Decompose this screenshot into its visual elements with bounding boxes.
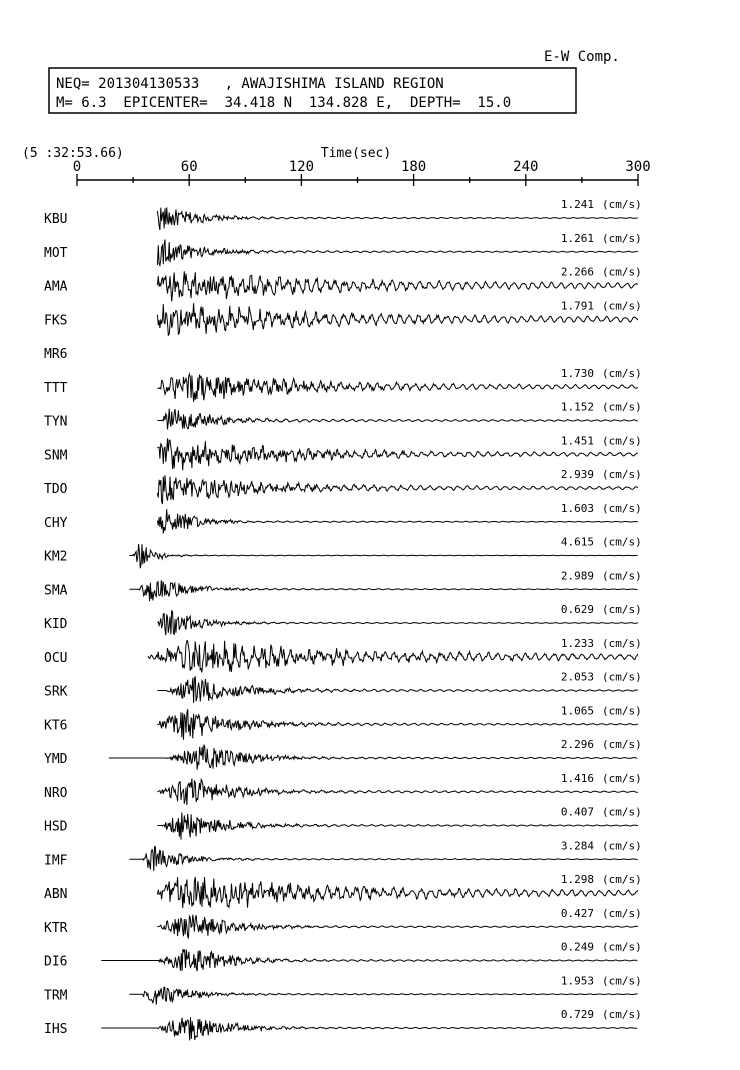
seismogram-trace xyxy=(129,580,637,601)
amplitude-unit-label: (cm/s) xyxy=(602,569,642,583)
trace-group xyxy=(44,198,642,1040)
seismogram-trace xyxy=(101,1017,637,1040)
station-label: YMD xyxy=(44,752,68,767)
amplitude-unit-label: (cm/s) xyxy=(602,468,642,481)
amplitude-unit-label: (cm/s) xyxy=(602,738,642,751)
max-amplitude-label: 1.953 xyxy=(560,974,594,988)
x-tick-label: 240 xyxy=(513,159,539,175)
time-axis xyxy=(73,159,651,186)
station-label: ABN xyxy=(44,887,68,902)
max-amplitude-label: 1.065 xyxy=(560,704,594,718)
max-amplitude-label: 1.241 xyxy=(560,198,594,211)
max-amplitude-label: 2.266 xyxy=(560,265,594,279)
max-amplitude-label: 0.729 xyxy=(560,1008,594,1021)
max-amplitude-label: 2.296 xyxy=(560,738,594,751)
amplitude-unit-label: (cm/s) xyxy=(602,839,642,853)
amplitude-unit-label: (cm/s) xyxy=(602,231,642,245)
station-label: IHS xyxy=(44,1022,68,1037)
station-label: IMF xyxy=(44,853,68,869)
amplitude-unit-label: (cm/s) xyxy=(602,906,642,920)
max-amplitude-label: 1.261 xyxy=(560,231,594,245)
station-label: TTT xyxy=(44,380,68,396)
station-label: TRM xyxy=(44,988,68,1004)
amplitude-unit-label: (cm/s) xyxy=(602,603,642,616)
amplitude-unit-label: (cm/s) xyxy=(602,299,642,313)
amplitude-unit-label: (cm/s) xyxy=(602,1008,642,1021)
station-label: KID xyxy=(44,617,68,632)
max-amplitude-label: 1.603 xyxy=(560,501,594,515)
amplitude-unit-label: (cm/s) xyxy=(602,366,642,380)
component-label: E-W Comp. xyxy=(544,49,620,65)
station-label: TYN xyxy=(44,414,68,430)
station-label: CHY xyxy=(44,515,68,531)
station-label: DI6 xyxy=(44,954,68,970)
x-tick-label: 300 xyxy=(625,159,651,175)
station-label: MR6 xyxy=(44,347,68,362)
x-tick-label: 180 xyxy=(400,159,427,175)
x-tick-label: 120 xyxy=(288,159,315,175)
station-label: SMA xyxy=(44,583,68,599)
x-tick-label: 0 xyxy=(72,159,82,175)
station-label: SNM xyxy=(44,448,68,464)
max-amplitude-label: 1.152 xyxy=(560,400,594,414)
amplitude-unit-label: (cm/s) xyxy=(602,873,642,886)
max-amplitude-label: 0.629 xyxy=(560,603,594,616)
station-label: AMA xyxy=(44,279,68,295)
max-amplitude-label: 1.791 xyxy=(560,299,594,313)
station-label: FKS xyxy=(44,313,68,329)
amplitude-unit-label: (cm/s) xyxy=(602,501,642,515)
max-amplitude-label: 1.298 xyxy=(560,873,594,886)
station-label: TDO xyxy=(44,482,68,497)
station-label: KM2 xyxy=(44,549,68,565)
amplitude-unit-label: (cm/s) xyxy=(602,940,642,954)
amplitude-unit-label: (cm/s) xyxy=(602,434,642,448)
max-amplitude-label: 3.284 xyxy=(560,839,594,853)
amplitude-unit-label: (cm/s) xyxy=(602,265,642,279)
max-amplitude-label: 0.407 xyxy=(560,805,594,819)
seismogram-trace xyxy=(109,745,638,770)
x-axis-title: Time(sec) xyxy=(320,146,392,161)
max-amplitude-label: 1.451 xyxy=(560,434,594,448)
max-amplitude-label: 0.249 xyxy=(560,940,594,954)
max-amplitude-label: 1.730 xyxy=(560,366,594,380)
start-time-label: (5 :32:53.66) xyxy=(22,146,124,161)
station-label: OCU xyxy=(44,650,68,666)
max-amplitude-label: 1.416 xyxy=(560,771,594,785)
station-label: KTR xyxy=(44,920,68,936)
amplitude-unit-label: (cm/s) xyxy=(602,535,642,549)
max-amplitude-label: 2.989 xyxy=(560,569,594,583)
station-label: HSD xyxy=(44,819,68,835)
amplitude-unit-label: (cm/s) xyxy=(602,771,642,785)
station-label: MOT xyxy=(44,245,68,261)
max-amplitude-label: 2.939 xyxy=(560,468,594,481)
station-label: KT6 xyxy=(44,718,68,734)
amplitude-unit-label: (cm/s) xyxy=(602,974,642,988)
max-amplitude-label: 4.615 xyxy=(560,535,594,549)
event-header-line1: NEQ= 201304130533 , AWAJISHIMA ISLAND REGION xyxy=(56,76,444,92)
amplitude-unit-label: (cm/s) xyxy=(602,198,642,211)
max-amplitude-label: 2.053 xyxy=(560,670,594,684)
seismogram-trace xyxy=(101,949,637,971)
amplitude-unit-label: (cm/s) xyxy=(602,400,642,414)
amplitude-unit-label: (cm/s) xyxy=(602,704,642,718)
amplitude-unit-label: (cm/s) xyxy=(602,636,642,650)
seismogram-trace xyxy=(129,987,637,1004)
amplitude-unit-label: (cm/s) xyxy=(602,670,642,684)
station-label: NRO xyxy=(44,785,68,801)
max-amplitude-label: 0.427 xyxy=(560,906,594,920)
event-header-line2: M= 6.3 EPICENTER= 34.418 N 134.828 E, DEPTH= 15.0 xyxy=(56,95,512,111)
amplitude-unit-label: (cm/s) xyxy=(602,805,642,819)
max-amplitude-label: 1.233 xyxy=(560,636,594,650)
x-tick-label: 60 xyxy=(180,159,198,175)
station-label: SRK xyxy=(44,684,68,700)
station-label: KBU xyxy=(44,212,68,227)
